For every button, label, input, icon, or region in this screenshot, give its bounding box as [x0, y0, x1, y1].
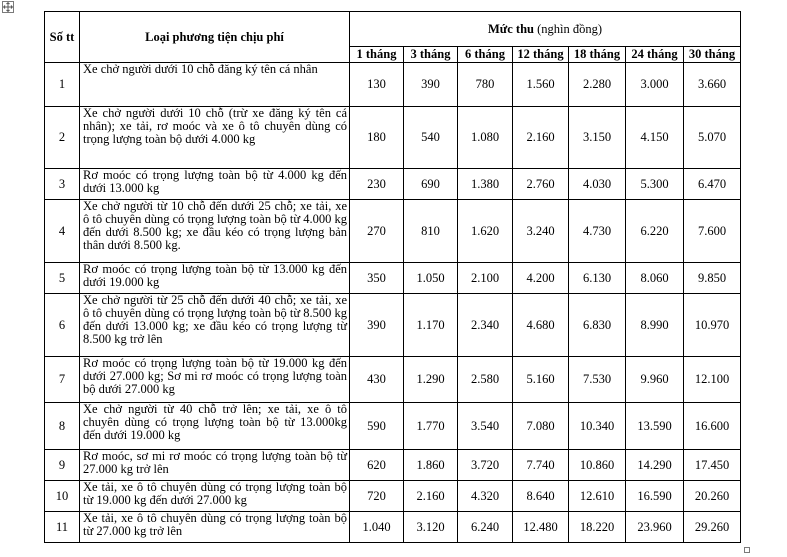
fee-cell: 720: [350, 481, 404, 512]
table-row: [45, 107, 741, 169]
fee-cell: 6.470: [684, 169, 741, 200]
fee-cell: 12.100: [684, 357, 741, 403]
table-row: [45, 481, 741, 512]
vehicle-type-cell: Xe chở người dưới 10 chỗ (trừ xe đăng ký tên cá nhân); xe tải, rơ moóc và xe ô tô chuyên dùng có trọng lượng toàn bộ dưới 4.000 kg: [80, 107, 350, 169]
fee-cell: 14.290: [626, 450, 684, 481]
vehicle-type-cell: Xe chở người từ 25 chỗ đến dưới 40 chỗ; xe tải, xe ô tô chuyên dùng có trọng lượng toàn bộ từ 8.500 kg đến dưới 13.000 kg; xe đầu kéo có trọng lượng từ 8.500 kg trở lên: [80, 294, 350, 357]
fee-cell: 620: [350, 450, 404, 481]
header-stt: Số tt: [45, 12, 80, 63]
fee-cell: 690: [404, 169, 458, 200]
fee-cell: 23.960: [626, 512, 684, 543]
period-header: 30 tháng: [684, 47, 741, 63]
fee-cell: 810: [404, 200, 458, 263]
fee-cell: 4.030: [569, 169, 626, 200]
header-fee-label: Mức thu: [487, 21, 534, 36]
fee-cell: 1.290: [404, 357, 458, 403]
fee-cell: 3.150: [569, 107, 626, 169]
fee-cell: 16.600: [684, 403, 741, 450]
fee-cell: 1.560: [513, 63, 569, 107]
fee-cell: 12.610: [569, 481, 626, 512]
fee-cell: 540: [404, 107, 458, 169]
fee-cell: 6.220: [626, 200, 684, 263]
fee-cell: 130: [350, 63, 404, 107]
row-number: 3: [45, 169, 80, 200]
fee-cell: 1.050: [404, 263, 458, 294]
table-row: [45, 169, 741, 200]
table-row: [45, 357, 741, 403]
fee-cell: 4.680: [513, 294, 569, 357]
fee-cell: 780: [458, 63, 513, 107]
fee-cell: 17.450: [684, 450, 741, 481]
period-header: 24 tháng: [626, 47, 684, 63]
period-header: 12 tháng: [513, 47, 569, 63]
table-row: [45, 294, 741, 357]
header-vehicle-type: Loại phương tiện chịu phí: [80, 12, 350, 63]
fee-cell: 7.740: [513, 450, 569, 481]
fee-cell: 2.160: [513, 107, 569, 169]
fee-cell: 10.970: [684, 294, 741, 357]
fee-cell: 13.590: [626, 403, 684, 450]
fee-cell: 4.150: [626, 107, 684, 169]
row-number: 5: [45, 263, 80, 294]
vehicle-type-cell: Rơ moóc có trọng lượng toàn bộ từ 13.000 kg đến dưới 19.000 kg: [80, 263, 350, 294]
fee-cell: 16.590: [626, 481, 684, 512]
fee-cell: 3.120: [404, 512, 458, 543]
fee-cell: 2.760: [513, 169, 569, 200]
table-row: [45, 450, 741, 481]
fee-cell: 7.530: [569, 357, 626, 403]
row-number: 1: [45, 63, 80, 107]
fee-cell: 4.730: [569, 200, 626, 263]
fee-cell: 12.480: [513, 512, 569, 543]
vehicle-type-cell: Xe tải, xe ô tô chuyên dùng có trọng lượng toàn bộ từ 27.000 kg trở lên: [80, 512, 350, 543]
row-number: 10: [45, 481, 80, 512]
table-move-handle-icon[interactable]: [2, 1, 14, 13]
period-header: 6 tháng: [458, 47, 513, 63]
fee-cell: 1.170: [404, 294, 458, 357]
fee-cell: 7.600: [684, 200, 741, 263]
row-number: 4: [45, 200, 80, 263]
fee-cell: 1.770: [404, 403, 458, 450]
fee-cell: 8.640: [513, 481, 569, 512]
fee-cell: 20.260: [684, 481, 741, 512]
table-row: [45, 200, 741, 263]
fee-cell: 430: [350, 357, 404, 403]
fee-cell: 5.160: [513, 357, 569, 403]
fee-cell: 1.380: [458, 169, 513, 200]
vehicle-type-cell: Rơ moóc có trọng lượng toàn bộ từ 4.000 kg đến dưới 13.000 kg: [80, 169, 350, 200]
table-row: [45, 403, 741, 450]
row-number: 7: [45, 357, 80, 403]
fee-cell: 6.240: [458, 512, 513, 543]
fee-cell: 390: [404, 63, 458, 107]
fee-cell: 2.100: [458, 263, 513, 294]
fee-cell: 9.960: [626, 357, 684, 403]
fee-cell: 2.580: [458, 357, 513, 403]
row-number: 6: [45, 294, 80, 357]
row-number: 8: [45, 403, 80, 450]
fee-cell: 5.300: [626, 169, 684, 200]
fee-cell: 10.340: [569, 403, 626, 450]
fee-cell: 1.620: [458, 200, 513, 263]
fee-cell: 4.200: [513, 263, 569, 294]
fee-cell: 2.280: [569, 63, 626, 107]
fee-cell: 180: [350, 107, 404, 169]
row-number: 9: [45, 450, 80, 481]
fee-cell: 8.990: [626, 294, 684, 357]
vehicle-type-cell: Xe chở người dưới 10 chỗ đăng ký tên cá nhân: [80, 63, 350, 107]
fee-cell: 29.260: [684, 512, 741, 543]
vehicle-type-cell: Rơ moóc có trọng lượng toàn bộ từ 19.000 kg đến dưới 27.000 kg; Sơ mi rơ moóc có trọng lượng toàn bộ dưới 27.000 kg: [80, 357, 350, 403]
fee-cell: 3.660: [684, 63, 741, 107]
fee-cell: 270: [350, 200, 404, 263]
fee-cell: 590: [350, 403, 404, 450]
fee-cell: 5.070: [684, 107, 741, 169]
fee-cell: 3.240: [513, 200, 569, 263]
fee-table: [44, 11, 741, 543]
vehicle-type-cell: Rơ moóc, sơ mi rơ moóc có trọng lượng toàn bộ từ 27.000 kg trở lên: [80, 450, 350, 481]
fee-cell: 1.860: [404, 450, 458, 481]
period-header: 18 tháng: [569, 47, 626, 63]
fee-cell: 1.040: [350, 512, 404, 543]
row-number: 11: [45, 512, 80, 543]
fee-cell: 3.000: [626, 63, 684, 107]
fee-cell: 7.080: [513, 403, 569, 450]
fee-cell: 18.220: [569, 512, 626, 543]
table-resize-handle[interactable]: [744, 547, 750, 553]
period-header: 3 tháng: [404, 47, 458, 63]
fee-cell: 4.320: [458, 481, 513, 512]
period-header: 1 tháng: [350, 47, 404, 63]
row-number: 2: [45, 107, 80, 169]
header-row: [45, 12, 741, 47]
fee-cell: 2.340: [458, 294, 513, 357]
fee-cell: 3.720: [458, 450, 513, 481]
vehicle-type-cell: Xe chở người từ 40 chỗ trở lên; xe tải, xe ô tô chuyên dùng có trọng lượng toàn bộ từ 13.000kg đến dưới 19.000 kg: [80, 403, 350, 450]
fee-cell: 9.850: [684, 263, 741, 294]
table-row: [45, 512, 741, 543]
fee-cell: 230: [350, 169, 404, 200]
fee-cell: 2.160: [404, 481, 458, 512]
fee-cell: 1.080: [458, 107, 513, 169]
table-row: [45, 63, 741, 107]
vehicle-type-cell: Xe tải, xe ô tô chuyên dùng có trọng lượng toàn bộ từ 19.000 kg đến dưới 27.000 kg: [80, 481, 350, 512]
table-row: [45, 263, 741, 294]
fee-cell: 10.860: [569, 450, 626, 481]
header-fee: [350, 12, 741, 47]
fee-cell: 6.130: [569, 263, 626, 294]
fee-cell: 8.060: [626, 263, 684, 294]
fee-cell: 390: [350, 294, 404, 357]
fee-cell: 3.540: [458, 403, 513, 450]
vehicle-type-cell: Xe chở người từ 10 chỗ đến dưới 25 chỗ; xe tải, xe ô tô chuyên dùng có trọng lượng toàn bộ từ 4.000 kg đến dưới 8.500 kg; xe đầu kéo có trọng lượng bản thân dưới 8.500 kg.: [80, 200, 350, 263]
header-fee-unit: (nghìn đồng): [533, 21, 603, 36]
fee-cell: 350: [350, 263, 404, 294]
fee-cell: 6.830: [569, 294, 626, 357]
